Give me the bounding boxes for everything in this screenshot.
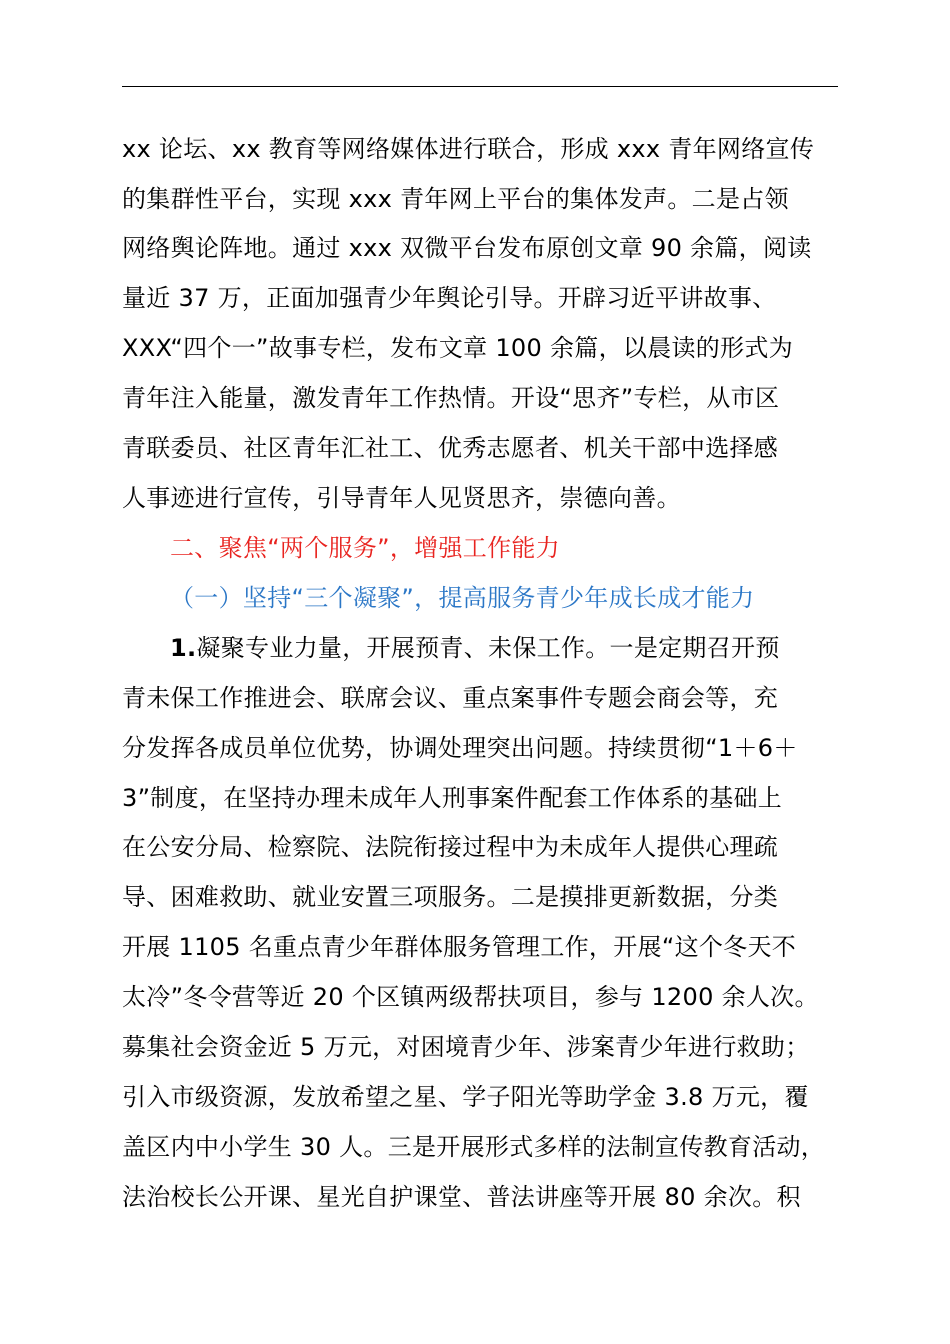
body-line: 开展 1105 名重点青少年群体服务管理工作，开展“这个冬天不 (122, 933, 797, 961)
body-line: 量近 37 万，正面加强青少年舆论引导。开辟习近平讲故事、 (122, 284, 777, 312)
body-line: 太冷”冬令营等近 20 个区镇两级帮扶项目，参与 1200 余人次。 (122, 983, 819, 1011)
item-number: 1. (170, 634, 197, 662)
subsection-heading: （一）坚持“三个凝聚”，提高服务青少年成长成才能力 (170, 584, 755, 612)
body-line: 3”制度，在坚持办理未成年人刑事案件配套工作体系的基础上 (122, 784, 783, 812)
body-line: xx 论坛、xx 教育等网络媒体进行联合，形成 xxx 青年网络宣传 (122, 135, 815, 163)
item-title-text: 凝聚专业力量，开展预青、未保工作。一是定期召开预 (196, 634, 780, 662)
body-line: 青年注入能量，激发青年工作热情。开设“思齐”专栏，从市区 (122, 384, 780, 412)
body-line: 募集社会资金近 5 万元，对困境青少年、涉案青少年进行救助； (122, 1033, 810, 1061)
body-line: 网络舆论阵地。通过 xxx 双微平台发布原创文章 90 余篇，阅读 (122, 234, 812, 262)
body-line: 导、困难救助、就业安置三项服务。二是摸排更新数据，分类 (122, 883, 779, 911)
body-line: 青联委员、社区青年汇社工、优秀志愿者、机关干部中选择感 (122, 434, 779, 462)
body-line: 的集群性平台，实现 xxx 青年网上平台的集体发声。二是占领 (122, 185, 789, 213)
body-line: 引入市级资源，发放希望之星、学子阳光等助学金 3.8 万元，覆 (122, 1083, 809, 1111)
item-first-line (170, 633, 890, 663)
body-line: 在公安分局、检察院、法院衔接过程中为未成年人提供心理疏 (122, 833, 779, 861)
body-line: 分发挥各成员单位优势，协调处理突出问题。持续贯彻“1＋6＋ (122, 734, 798, 762)
body-line: 青未保工作推进会、联席会议、重点案事件专题会商会等，充 (122, 684, 779, 712)
body-line: XXX“四个一”故事专栏，发布文章 100 余篇，以晨读的形式为 (122, 334, 793, 362)
body-line: 法治校长公开课、星光自护课堂、普法讲座等开展 80 余次。积 (122, 1183, 801, 1211)
body-line: 人事迹进行宣传，引导青年人见贤思齐，崇德向善。 (122, 484, 681, 512)
header-rule (122, 86, 838, 87)
section-heading: 二、聚焦“两个服务”，增强工作能力 (170, 534, 560, 562)
body-line: 盖区内中小学生 30 人。三是开展形式多样的法制宣传教育活动， (122, 1133, 826, 1161)
